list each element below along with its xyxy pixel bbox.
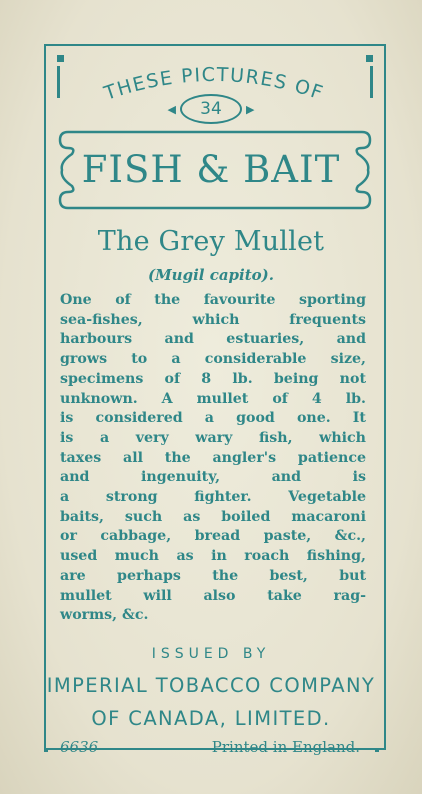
corner-ornament-top-right <box>366 55 373 62</box>
description-line: unknown. A mullet of 4 lb. <box>60 390 366 407</box>
company-name-line1: IMPERIAL TOBACCO COMPANY <box>46 674 376 697</box>
description-line: mullet will also take rag- <box>60 587 366 604</box>
right-arrow-icon: ▶ <box>246 102 255 116</box>
description-line: is a very wary fish, which <box>60 429 366 446</box>
latin-name: (Mugil capito). <box>147 266 274 284</box>
printed-in-label: Printed in England. <box>211 738 360 756</box>
description-line: baits, such as boiled macaroni <box>60 508 366 525</box>
arch-text: THESE PICTURES OF <box>101 63 327 105</box>
description-line: grows to a considerable size, <box>60 351 366 368</box>
company-name-line2: OF CANADA, LIMITED. <box>91 707 331 730</box>
description-line: taxes all the angler's patience <box>60 449 366 466</box>
fish-name-title: The Grey Mullet <box>97 226 325 257</box>
issued-by-label: ISSUED BY <box>151 646 271 662</box>
print-code: 6636 <box>60 738 99 756</box>
footer-dot-right <box>375 748 379 752</box>
corner-ornament-top-left <box>57 55 64 62</box>
description-line: are perhaps the best, but <box>60 567 366 584</box>
description-line: sea-fishes, which frequents <box>60 311 366 328</box>
description-line: used much as in roach fishing, <box>60 548 366 565</box>
description-line: harbours and estuaries, and <box>60 331 366 348</box>
series-title: FISH & BAIT <box>81 148 341 191</box>
description-line: worms, &c. <box>60 607 149 624</box>
description-line: and ingenuity, and is <box>60 469 366 486</box>
description-line: specimens of 8 lb. being not <box>60 370 366 387</box>
description-line: is considered a good one. It <box>60 410 366 427</box>
description-line: a strong fighter. Vegetable <box>60 489 366 506</box>
description-line: or cabbage, bread paste, &c., <box>60 528 366 545</box>
description-text <box>60 291 366 626</box>
left-arrow-icon: ◀ <box>167 102 176 116</box>
card-number-row <box>0 94 422 124</box>
card-number: 34 <box>180 94 242 124</box>
footer-dot-left <box>44 748 48 752</box>
description-line: One of the favourite sporting <box>60 292 366 308</box>
